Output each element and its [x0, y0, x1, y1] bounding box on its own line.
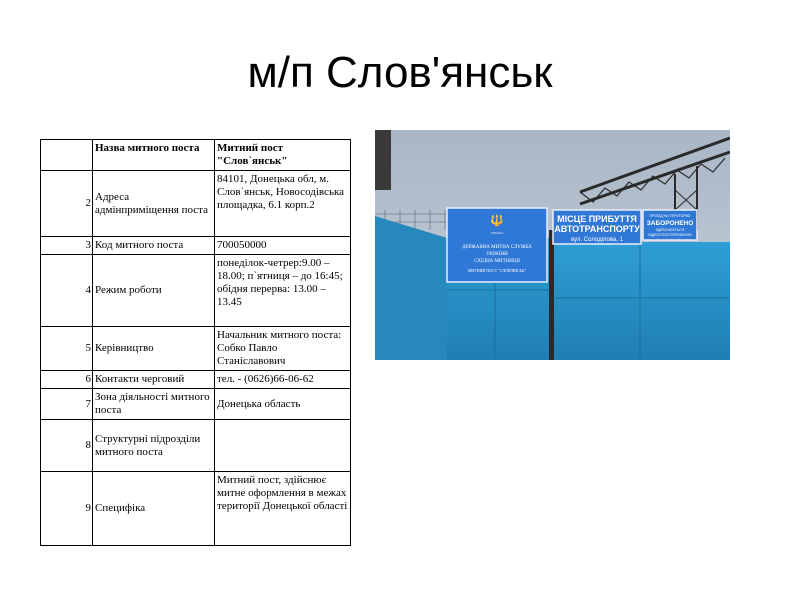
row-number: 9	[41, 472, 93, 546]
row-value: 84101, Донецька обл, м. Слов`янськ, Новосодівська площадка, 6.1 корп.2	[215, 171, 351, 237]
row-value: понеділок-четрер:9.00 – 18.00; п`ятниця – до 16:45; обідня перерва: 13.00 – 13.45	[215, 255, 351, 327]
row-value: Донецька область	[215, 389, 351, 420]
customs-post-photo	[375, 130, 730, 360]
table-header-num	[41, 140, 93, 171]
table-row	[41, 327, 351, 371]
sign-center-line1: МІСЦЕ ПРИБУТТЯ	[557, 214, 637, 224]
row-value: тел. - (0626)66-06-62	[215, 371, 351, 389]
row-number: 5	[41, 327, 93, 371]
row-label: Контакти черговий	[93, 371, 215, 389]
table-row	[41, 237, 351, 255]
sign-right-line2: ЗАБОРОНЕНО	[646, 220, 694, 227]
row-label: Адреса адмінприміщення поста	[93, 171, 215, 237]
table-row	[41, 255, 351, 327]
trident-emblem-icon: 🔱	[490, 214, 504, 227]
row-value: 700050000	[215, 237, 351, 255]
gate-post	[549, 230, 554, 360]
sign-left-line2: УКРАЇНИ	[486, 252, 508, 257]
table-row	[41, 389, 351, 420]
row-value	[215, 420, 351, 472]
row-number: 7	[41, 389, 93, 420]
sign-left-line4: МИТНИЙ ПОСТ "СЛОВ'ЯНСЬК"	[467, 268, 527, 273]
table-row	[41, 171, 351, 237]
right-gate	[553, 242, 730, 360]
table-header-row	[41, 140, 351, 171]
sign-right-line1: ПРОЇЗД НА ТЕРИТОРІЮ	[649, 214, 691, 218]
row-number: 3	[41, 237, 93, 255]
row-label: Код митного поста	[93, 237, 215, 255]
table-row	[41, 371, 351, 389]
left-gate-panel	[375, 216, 447, 360]
sign-center-line2: АВТОТРАНСПОРТУ	[554, 224, 640, 234]
row-label: Режим роботи	[93, 255, 215, 327]
row-number: 4	[41, 255, 93, 327]
row-number: 2	[41, 171, 93, 237]
svg-text:УКРАЇНА: УКРАЇНА	[490, 231, 504, 235]
row-label: Структурні підрозділи митного поста	[93, 420, 215, 472]
sign-left-line3: СХІДНА МИТНИЦЯ	[474, 259, 520, 264]
slide-title: м/п Слов'янськ	[247, 48, 553, 97]
row-label: Керівництво	[93, 327, 215, 371]
sign-center-line3: вул. Солоділова, 1	[571, 237, 623, 243]
table-header-label: Назва митного поста	[93, 140, 215, 171]
row-number: 6	[41, 371, 93, 389]
row-number: 8	[41, 420, 93, 472]
table-header-value: Митний пост "Слов`янськ"	[215, 140, 351, 171]
table-row	[41, 472, 351, 546]
row-value: Митний пост, здійснює митне оформлення в межах території Донецької області	[215, 472, 351, 546]
row-label: Зона діяльності митного поста	[93, 389, 215, 420]
customs-post-info-table	[40, 139, 351, 546]
table-row	[41, 420, 351, 472]
row-value: Начальник митного поста: Собко Павло Станіславович	[215, 327, 351, 371]
sign-right-line4: ВІДЕОСПОСТЕРЕЖЕННЯ	[648, 233, 692, 237]
sign-right-line3: ЗДІЙСНЮЄТЬСЯ	[655, 228, 685, 232]
sign-left-line1: ДЕРЖАВНА МИТНА СЛУЖБА	[462, 245, 532, 250]
row-label: Специфіка	[93, 472, 215, 546]
